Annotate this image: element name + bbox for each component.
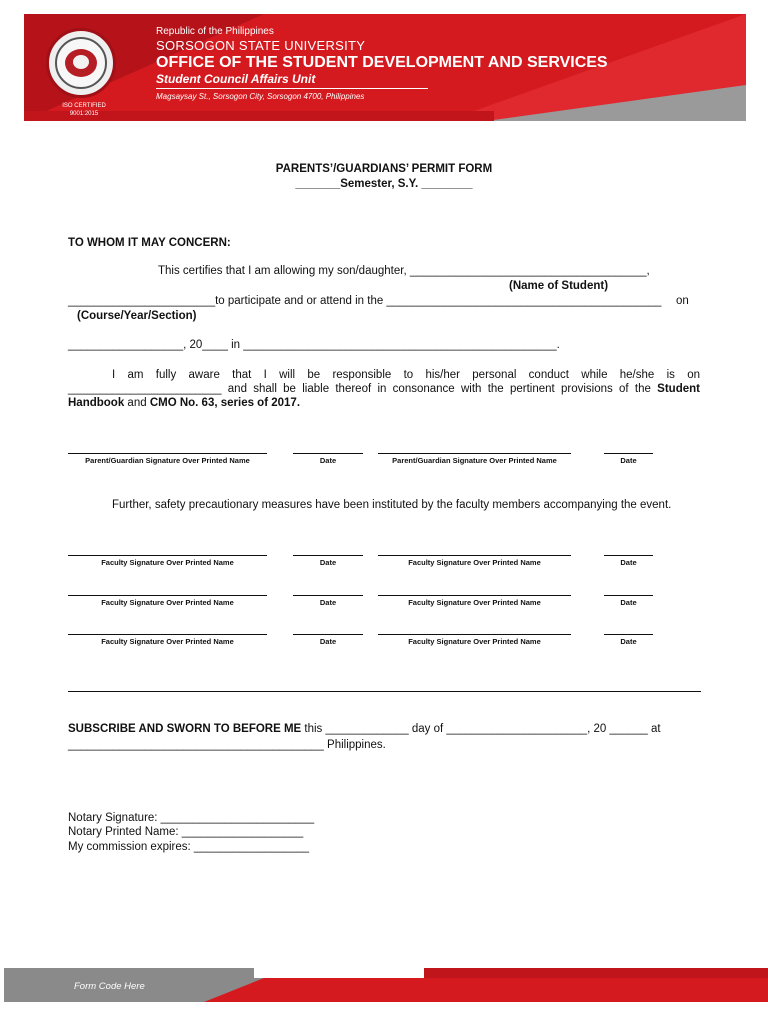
- date-place-line: __________________, 20____ in _________________________________________________.: [68, 339, 560, 351]
- section-divider: [68, 691, 701, 692]
- faculty-signature-line: [68, 595, 267, 596]
- unit-name: Student Council Affairs Unit: [156, 72, 316, 86]
- university-seal-logo: [46, 28, 116, 98]
- parent-signature-line-1: [68, 453, 267, 454]
- parent-signature-line-2: [378, 453, 571, 454]
- safety-paragraph: Further, safety precautionary measures have been instituted by the faculty members accompanying the event.: [112, 499, 672, 511]
- office-name: OFFICE OF THE STUDENT DEVELOPMENT AND SERVICES: [156, 54, 608, 71]
- parent-date-line-1: [293, 453, 363, 454]
- salutation: TO WHOM IT MAY CONCERN:: [68, 237, 231, 249]
- parent-date-line-2: [604, 453, 653, 454]
- faculty-date-line: [604, 555, 653, 556]
- sworn-details: this _____________ day of ______________________, 20 ______ at: [301, 723, 661, 735]
- form-title: PARENTS’/GUARDIANS’ PERMIT FORM: [275, 163, 493, 175]
- parent-date-caption-2: Date: [620, 456, 637, 465]
- faculty-date-line: [293, 634, 363, 635]
- semester-line: _______Semester, S.Y. ________: [295, 178, 473, 190]
- form-code: Form Code Here: [74, 981, 145, 992]
- faculty-signature-line: [378, 634, 571, 635]
- republic-text: Republic of the Philippines: [156, 26, 274, 37]
- header-divider: [156, 88, 428, 89]
- faculty-date-caption: Date: [319, 637, 337, 646]
- faculty-date-caption: Date: [620, 598, 637, 607]
- participate-line: _______________________to participate and or attend in the ___________________________________________: [68, 295, 662, 307]
- faculty-date-caption: Date: [319, 558, 337, 567]
- awareness-text: I am fully aware that I will be responsible to his/her personal conduct while he/she is on ________________________ and shall be liable thereof in consonance with the pertinent provisions of the: [68, 369, 700, 395]
- student-handbook-ref: Student Handbook: [68, 383, 700, 409]
- faculty-signature-line: [378, 555, 571, 556]
- faculty-signature-caption: Faculty Signature Over Printed Name: [408, 598, 541, 607]
- notary-signature-field: Notary Signature: ________________________: [68, 812, 315, 824]
- faculty-date-line: [293, 555, 363, 556]
- university-name: SORSOGON STATE UNIVERSITY: [156, 38, 366, 53]
- footer-wedge: [204, 978, 264, 1002]
- certify-line: This certifies that I am allowing my son/daughter, _____________________________________,: [158, 265, 650, 277]
- letterhead-banner: [24, 14, 746, 121]
- iso-line-1: ISO CERTIFIED: [62, 103, 106, 109]
- faculty-date-caption: Date: [620, 637, 637, 646]
- faculty-signature-caption: Faculty Signature Over Printed Name: [101, 598, 234, 607]
- footer-red-bar: [204, 978, 768, 1002]
- course-caption: (Course/Year/Section): [77, 310, 197, 322]
- faculty-signature-line: [378, 595, 571, 596]
- iso-certification: [58, 102, 110, 118]
- notary-printed-name-field: Notary Printed Name: ___________________: [68, 826, 304, 838]
- parent-signature-caption-1: Parent/Guardian Signature Over Printed Name: [85, 456, 250, 465]
- awareness-and: and: [124, 397, 150, 409]
- faculty-signature-caption: Faculty Signature Over Printed Name: [101, 558, 234, 567]
- iso-line-2: 9001:2015: [69, 111, 99, 117]
- faculty-signature-caption: Faculty Signature Over Printed Name: [101, 637, 234, 646]
- footer-red-top: [424, 968, 768, 978]
- parent-date-caption-1: Date: [319, 456, 337, 465]
- university-address: Magsaysay St., Sorsogon City, Sorsogon 4700, Philippines: [156, 92, 365, 101]
- participate-on: on: [676, 295, 689, 307]
- faculty-signature-caption: Faculty Signature Over Printed Name: [408, 637, 541, 646]
- faculty-signature-line: [68, 634, 267, 635]
- parent-signature-caption-2: Parent/Guardian Signature Over Printed Name: [392, 456, 557, 465]
- sworn-heading: SUBSCRIBE AND SWORN TO BEFORE ME: [68, 723, 302, 735]
- seal-emblem-center: [73, 55, 89, 69]
- cmo-ref: CMO No. 63, series of 2017.: [149, 397, 301, 409]
- commission-expiry-field: My commission expires: __________________: [68, 841, 310, 853]
- faculty-signature-caption: Faculty Signature Over Printed Name: [408, 558, 541, 567]
- faculty-date-caption: Date: [319, 598, 337, 607]
- banner-gray-wedge: [486, 85, 746, 121]
- faculty-date-line: [293, 595, 363, 596]
- faculty-signature-line: [68, 555, 267, 556]
- sworn-location-line: ________________________________________ Philippines.: [68, 739, 386, 751]
- footer-banner: [4, 968, 768, 1002]
- faculty-date-caption: Date: [620, 558, 637, 567]
- faculty-date-line: [604, 634, 653, 635]
- sworn-line: [68, 722, 661, 736]
- awareness-paragraph: [68, 368, 700, 410]
- name-of-student-caption: (Name of Student): [509, 280, 609, 292]
- faculty-date-line: [604, 595, 653, 596]
